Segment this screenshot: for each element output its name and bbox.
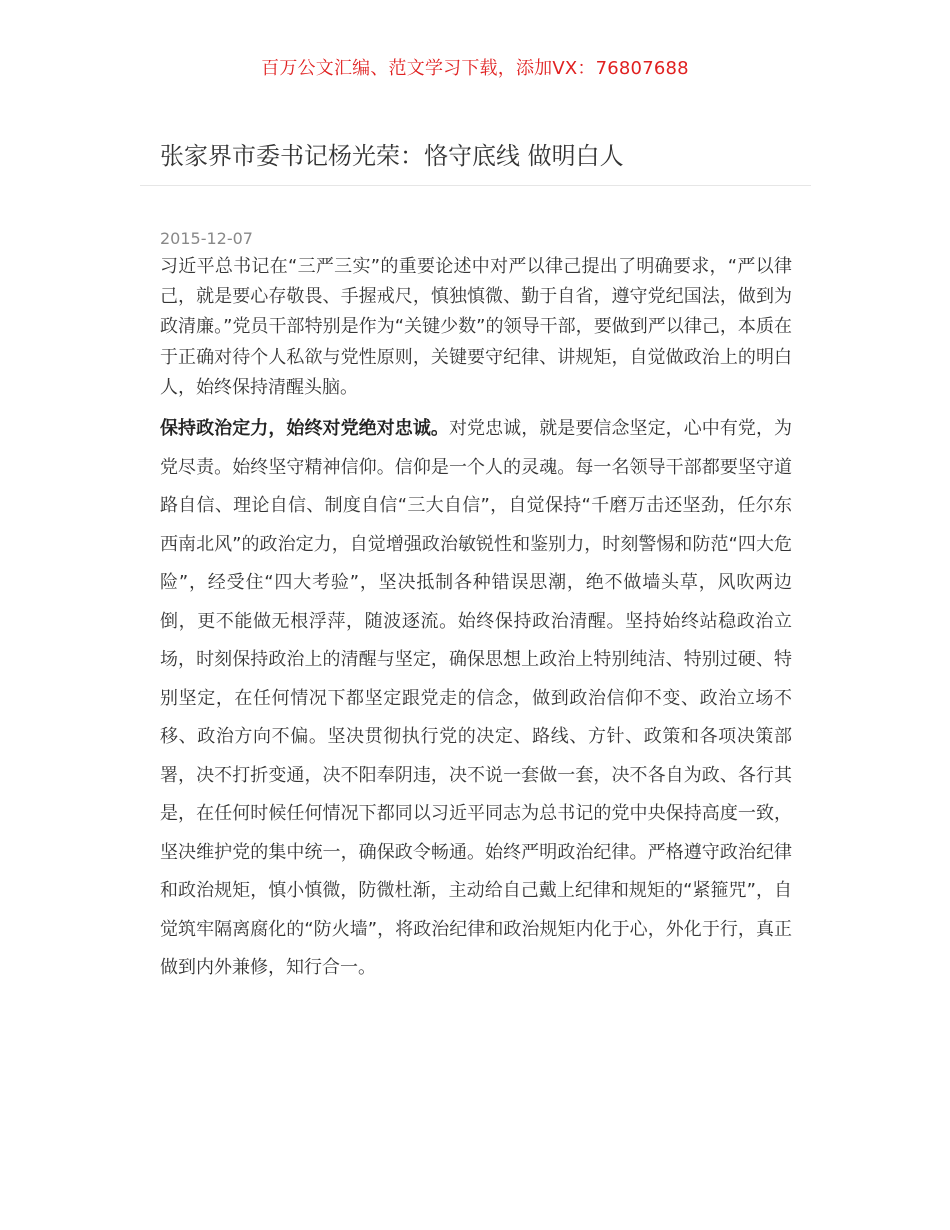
header-banner: 百万公文汇编、范文学习下载，添加VX：76807688 bbox=[261, 58, 689, 79]
publish-date: 2015-12-07 bbox=[160, 229, 253, 248]
paragraph-loyalty bbox=[160, 410, 792, 988]
paragraph-lead-heading: 保持政治定力，始终对党绝对忠诚。 bbox=[160, 418, 449, 440]
article-body bbox=[160, 252, 792, 988]
paragraph-intro: 习近平总书记在“三严三实”的重要论述中对严以律己提出了明确要求，“严以律己，就是要心存敬畏、手握戒尺，慎独慎微、勤于自省，遵守党纪国法，做到为政清廉。”党员干部特别是作为“关键少数”的领导干部，要做到严以律己，本质在于正确对待个人私欲与党性原则，关键要守纪律、讲规矩，自觉做政治上的明白人，始终保持清醒头脑。 bbox=[160, 256, 792, 398]
paragraph-body-text: 对党忠诚，就是要信念坚定，心中有党，为党尽责。始终坚守精神信仰。信仰是一个人的灵魂。每一名领导干部都要坚守道路自信、理论自信、制度自信“三大自信”，自觉保持“千磨万击还坚劲，任尔东西南北风”的政治定力，自觉增强政治敏锐性和鉴别力，时刻警惕和防范“四大危险”，经受住“四大考验”，坚决抵制各种错误思潮，绝不做墙头草，风吹两边倒，更不能做无根浮萍，随波逐流。始终保持政治清醒。坚持始终站稳政治立场，时刻保持政治上的清醒与坚定，确保思想上政治上特别纯洁、特别过硬、特别坚定，在任何情况下都坚定跟党走的信念，做到政治信仰不变、政治立场不移、政治方向不偏。坚决贯彻执行党的决定、路线、方针、政策和各项决策部署，决不打折变通，决不阳奉阴违，决不说一套做一套，决不各自为政、各行其是，在任何时候任何情况下都同以习近平同志为总书记的党中央保持高度一致，坚决维护党的集中统一，确保政令畅通。始终严明政治纪律。严格遵守政治纪律和政治规矩，慎小慎微，防微杜渐，主动给自己戴上纪律和规矩的“紧箍咒”，自觉筑牢隔离腐化的“防火墙”，将政治纪律和政治规矩内化于心，外化于行，真正做到内外兼修，知行合一。 bbox=[160, 418, 793, 979]
title-divider bbox=[140, 185, 811, 186]
article-title: 张家界市委书记杨光荣：恪守底线 做明白人 bbox=[160, 142, 624, 170]
